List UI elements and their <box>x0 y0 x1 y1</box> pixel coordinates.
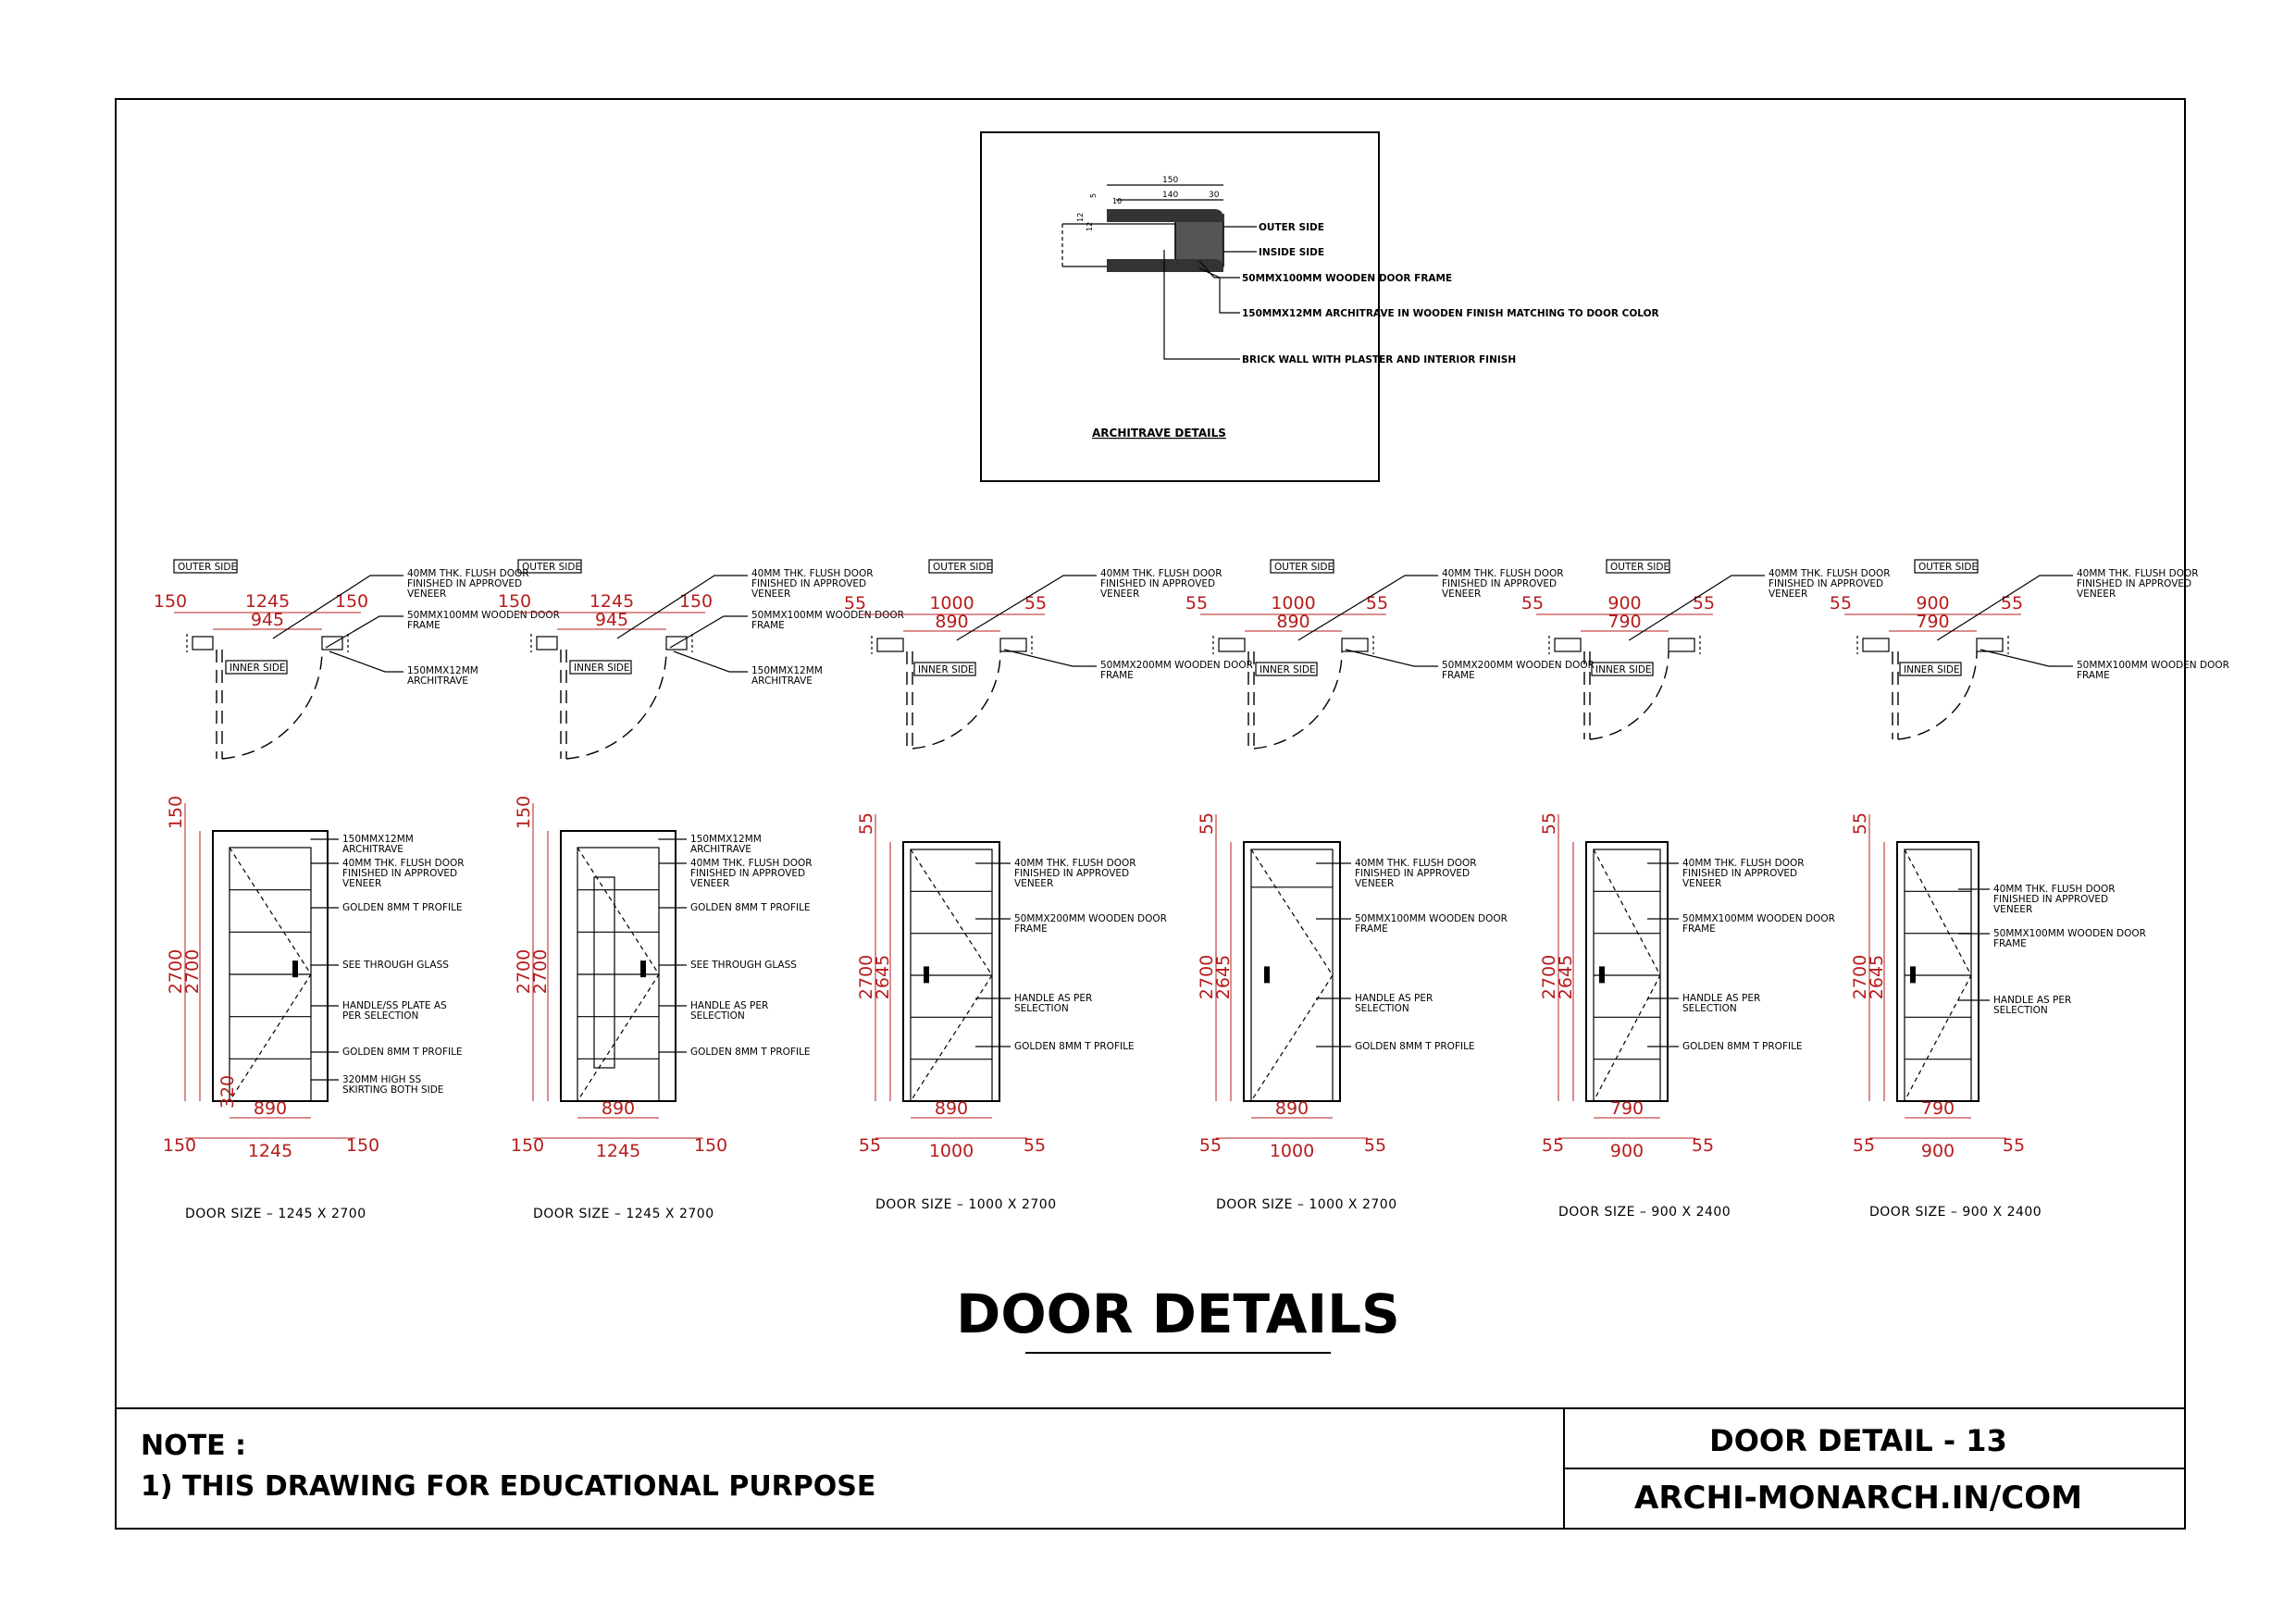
dim-height-clear: 2700 <box>530 948 551 995</box>
elev-note <box>1014 858 1136 889</box>
door-plan-6 <box>1830 560 2229 739</box>
door-size-caption: DOOR SIZE – 900 X 2400 <box>1558 1205 1731 1220</box>
label-door-frame: 50MMX100MM WOODEN DOOR FRAME <box>1242 273 1453 284</box>
note-door-leaf-line: FINISHED IN APPROVED <box>2077 578 2192 589</box>
dim-right: 55 <box>1365 593 1389 613</box>
elev-note-line: 40MM THK. FLUSH DOOR <box>1993 884 2116 895</box>
dim-overall-width: 900 <box>1609 1141 1644 1161</box>
dim-right: 55 <box>2002 1135 2026 1156</box>
outer-side-label: OUTER SIDE <box>178 562 238 573</box>
elev-note-line: SELECTION <box>1355 1003 1409 1014</box>
elev-note <box>1682 1041 1803 1052</box>
outer-side-label: OUTER SIDE <box>1274 562 1334 573</box>
elev-note <box>690 1000 768 1022</box>
dim-text: 140 <box>1162 191 1179 200</box>
elev-note-line: GOLDEN 8MM T PROFILE <box>342 902 463 913</box>
dim-height-overall: 2700 <box>514 948 534 995</box>
dim-overall: 1000 <box>929 593 974 613</box>
dim-clear-width: 890 <box>1274 1098 1309 1119</box>
elev-note-line: HANDLE AS PER <box>1014 993 1093 1004</box>
dim-top: 150 <box>514 795 534 830</box>
leader-line <box>326 616 403 648</box>
architrave-outer <box>1107 209 1223 222</box>
elev-note-line: SEE THROUGH GLASS <box>342 960 449 971</box>
door-frame-outline <box>903 842 999 1101</box>
note-frame-line: FRAME <box>751 620 785 631</box>
elev-note-line: ARCHITRAVE <box>690 844 751 855</box>
elev-note <box>1993 995 2071 1016</box>
note-frame-line: FRAME <box>1100 670 1134 681</box>
door-plan-4 <box>1185 560 1595 749</box>
dim-height-clear: 2645 <box>1213 954 1234 1000</box>
dim-overall-width: 900 <box>1920 1141 1955 1161</box>
label-inside-side: INSIDE SIDE <box>1259 247 1325 258</box>
elev-note-line: SEE THROUGH GLASS <box>690 960 797 971</box>
elev-note-line: SELECTION <box>1993 1005 2048 1016</box>
note-frame <box>1100 660 1253 681</box>
note-door-leaf-line: 40MM THK. FLUSH DOOR <box>1442 568 1564 579</box>
elev-note-line: 40MM THK. FLUSH DOOR <box>690 858 813 869</box>
elev-note-line: 50MMX100MM WOODEN DOOR <box>1355 913 1508 924</box>
note-architrave-line: ARCHITRAVE <box>751 675 813 687</box>
wall-left <box>1555 638 1581 651</box>
door-size-caption: DOOR SIZE – 1000 X 2700 <box>1216 1197 1397 1212</box>
dim-height-overall: 2700 <box>856 954 876 1000</box>
wall-left <box>877 638 903 651</box>
note-door-leaf-line: VENEER <box>1442 588 1482 600</box>
inner-side-label: INNER SIDE <box>1260 664 1316 675</box>
elev-note <box>1355 993 1433 1014</box>
leader-line <box>1346 650 1438 666</box>
door-size-caption: DOOR SIZE – 900 X 2400 <box>1869 1205 2042 1220</box>
dim-overall: 1000 <box>1271 593 1316 613</box>
outer-side-label: OUTER SIDE <box>522 562 582 573</box>
wall-left <box>537 637 557 650</box>
label-architrave: 150MMX12MM ARCHITRAVE IN WOODEN FINISH MATCHING TO DOOR COLOR <box>1242 308 1659 319</box>
elev-note-line: VENEER <box>1355 878 1395 889</box>
elev-note <box>690 960 797 971</box>
elev-note-line: 50MMX100MM WOODEN DOOR <box>1993 928 2146 939</box>
dim-left: 150 <box>510 1135 545 1156</box>
elev-note-line: ARCHITRAVE <box>342 844 403 855</box>
elev-note-line: VENEER <box>342 878 382 889</box>
elev-note <box>342 858 465 889</box>
wall-left <box>1219 638 1245 651</box>
door-size-caption: DOOR SIZE – 1245 X 2700 <box>533 1207 714 1221</box>
dim-top: 55 <box>1539 812 1559 836</box>
elev-note-line: SELECTION <box>690 1010 745 1022</box>
dim-left: 150 <box>497 591 532 612</box>
dim-text: 30 <box>1209 191 1220 200</box>
glass-strip <box>594 877 614 1068</box>
door-elevation-6 <box>1850 812 2146 1220</box>
outer-side-label: OUTER SIDE <box>933 562 993 573</box>
elev-note-line: 40MM THK. FLUSH DOOR <box>1355 858 1477 869</box>
dim-right: 150 <box>693 1135 728 1156</box>
elev-note-line: 320MM HIGH SS <box>342 1074 422 1085</box>
elev-note-line: GOLDEN 8MM T PROFILE <box>690 1047 811 1058</box>
dim-clear: 890 <box>1276 612 1310 632</box>
elev-note-line: 50MMX100MM WOODEN DOOR <box>1682 913 1835 924</box>
elev-note <box>1355 1041 1475 1052</box>
dim-text: 150 <box>1162 176 1179 185</box>
leader-line <box>670 616 748 648</box>
door-elevation-4 <box>1197 812 1508 1212</box>
dim-clear-width: 890 <box>601 1098 636 1119</box>
dim-left: 55 <box>1829 593 1853 613</box>
architrave-detail <box>981 132 1659 481</box>
dim-clear: 890 <box>935 612 969 632</box>
elev-note-line: VENEER <box>690 878 730 889</box>
door-elevation-5 <box>1539 812 1835 1220</box>
note-architrave-line: ARCHITRAVE <box>407 675 468 687</box>
elev-note <box>690 1047 811 1058</box>
elev-note-line: FRAME <box>1682 923 1716 935</box>
note-frame-line: 50MMX100MM WOODEN DOOR <box>407 610 560 621</box>
note-frame-line: FRAME <box>2077 670 2110 681</box>
dim-height-overall: 2700 <box>166 948 186 995</box>
title-block <box>116 1408 2185 1529</box>
door-frame-outline <box>213 831 328 1101</box>
dim-height-overall: 2700 <box>1850 954 1870 1000</box>
dim-right: 55 <box>1691 1135 1715 1156</box>
dim-left: 55 <box>1520 593 1545 613</box>
elev-note <box>1014 1041 1135 1052</box>
elev-note-line: PER SELECTION <box>342 1010 419 1022</box>
note-door-leaf <box>2077 568 2199 600</box>
door-frame-outline <box>1244 842 1340 1101</box>
elev-note-line: SELECTION <box>1682 1003 1737 1014</box>
door-frame-outline <box>1586 842 1668 1101</box>
elev-note <box>342 960 449 971</box>
elev-note-line: VENEER <box>1993 904 2033 915</box>
note-frame-line: FRAME <box>407 620 441 631</box>
inner-side-label: INNER SIDE <box>1595 664 1652 675</box>
dim-top: 150 <box>166 795 186 830</box>
dim-overall-width: 1000 <box>928 1141 974 1161</box>
handle-icon <box>640 960 646 977</box>
dim-height-clear: 2645 <box>1867 954 1887 1000</box>
handle-icon <box>292 960 298 977</box>
dim-clear: 790 <box>1607 612 1642 632</box>
dim-clear: 945 <box>250 610 285 630</box>
elev-note-line: SELECTION <box>1014 1003 1069 1014</box>
note-heading: NOTE : <box>141 1430 247 1462</box>
dim-left: 55 <box>1541 1135 1565 1156</box>
elev-note <box>1355 858 1477 889</box>
dim-height-overall: 2700 <box>1539 954 1559 1000</box>
note-door-leaf-line: VENEER <box>751 588 791 600</box>
handle-icon <box>1264 966 1270 983</box>
note-door-leaf <box>1442 568 1564 600</box>
dim-left: 55 <box>1198 1135 1222 1156</box>
door-plan-3 <box>844 560 1253 749</box>
dim-right: 55 <box>2000 593 2024 613</box>
label-brick-wall: BRICK WALL WITH PLASTER AND INTERIOR FINISH <box>1242 354 1517 365</box>
wall-left <box>1863 638 1889 651</box>
door-elevation-3 <box>856 812 1167 1212</box>
elev-note-line: VENEER <box>1682 878 1722 889</box>
note-door-leaf-line: VENEER <box>407 588 447 600</box>
elev-note-line: HANDLE/SS PLATE AS <box>342 1000 447 1011</box>
note-frame-line: FRAME <box>1442 670 1475 681</box>
note-door-leaf-line: FINISHED IN APPROVED <box>1100 578 1216 589</box>
elev-note <box>1014 993 1092 1014</box>
door-frame-outline <box>1897 842 1979 1101</box>
door-elevation-1 <box>163 796 465 1221</box>
dim-overall-width: 1245 <box>595 1141 641 1161</box>
note-frame <box>1442 660 1595 681</box>
elev-note-line: HANDLE AS PER <box>1993 995 2072 1006</box>
elev-note-line: GOLDEN 8MM T PROFILE <box>1682 1041 1803 1052</box>
elev-note <box>690 858 813 889</box>
door-frame-section <box>1175 215 1223 266</box>
wall-right <box>322 637 342 650</box>
door-elevation-2 <box>511 796 813 1221</box>
handle-icon <box>1910 966 1916 983</box>
note-frame-line: 50MMX100MM WOODEN DOOR <box>2077 660 2229 671</box>
dim-clear-width: 790 <box>1609 1098 1644 1119</box>
dim-overall-width: 1245 <box>247 1141 293 1161</box>
elev-note <box>690 834 762 855</box>
dim-right: 55 <box>1024 593 1048 613</box>
handle-icon <box>924 966 929 983</box>
note-door-leaf-line: VENEER <box>1769 588 1808 600</box>
elev-note-line: FINISHED IN APPROVED <box>1355 868 1471 879</box>
door-plan-1 <box>154 560 560 759</box>
elev-note-line: FRAME <box>1993 938 2027 949</box>
dim-overall: 900 <box>1916 593 1950 613</box>
note-door-leaf-line: FINISHED IN APPROVED <box>1769 578 1884 589</box>
elev-note-line: FINISHED IN APPROVED <box>1682 868 1798 879</box>
elev-note-line: FINISHED IN APPROVED <box>1014 868 1130 879</box>
note-architrave <box>407 665 478 687</box>
dim-left: 150 <box>162 1135 197 1156</box>
elev-note-line: HANDLE AS PER <box>1682 993 1761 1004</box>
note-door-leaf-line: 40MM THK. FLUSH DOOR <box>1100 568 1222 579</box>
inner-side-label: INNER SIDE <box>230 663 286 674</box>
door-size-caption: DOOR SIZE – 1245 X 2700 <box>185 1207 366 1221</box>
label-outer-side: OUTER SIDE <box>1259 222 1324 233</box>
note-architrave <box>751 665 823 687</box>
dim-text: 5 <box>1089 192 1098 198</box>
dim-skirting: 320 <box>217 1074 238 1109</box>
note-door-leaf-line: 40MM THK. FLUSH DOOR <box>751 568 874 579</box>
dim-left: 55 <box>858 1135 882 1156</box>
leader-line <box>1199 268 1240 313</box>
note-door-leaf-line: 40MM THK. FLUSH DOOR <box>2077 568 2199 579</box>
dim-top: 55 <box>856 812 876 836</box>
dim-overall: 1245 <box>589 591 635 612</box>
elev-note-line: 40MM THK. FLUSH DOOR <box>1682 858 1805 869</box>
dim-clear-width: 890 <box>253 1098 288 1119</box>
outer-side-label: OUTER SIDE <box>1610 562 1670 573</box>
note-frame <box>751 610 904 631</box>
note-door-leaf-line: 40MM THK. FLUSH DOOR <box>407 568 529 579</box>
inner-side-label: INNER SIDE <box>574 663 630 674</box>
dim-left: 150 <box>153 591 188 612</box>
elev-note-line: VENEER <box>1014 878 1054 889</box>
wall-right <box>1669 638 1694 651</box>
wall-right <box>666 637 687 650</box>
inner-side-label: INNER SIDE <box>918 664 974 675</box>
dim-right: 150 <box>334 591 369 612</box>
inner-side-label: INNER SIDE <box>1904 664 1960 675</box>
handle-icon <box>1599 966 1605 983</box>
note-frame-line: 50MMX200MM WOODEN DOOR <box>1100 660 1253 671</box>
note-frame-line: 50MMX200MM WOODEN DOOR <box>1442 660 1595 671</box>
dim-top: 55 <box>1850 812 1870 836</box>
elev-note-line: FRAME <box>1014 923 1048 935</box>
elev-note-line: 40MM THK. FLUSH DOOR <box>1014 858 1136 869</box>
dim-top: 55 <box>1197 812 1217 836</box>
dim-text: 10 <box>1112 197 1123 205</box>
elev-note-line: GOLDEN 8MM T PROFILE <box>690 902 811 913</box>
leader-line <box>329 651 403 672</box>
door-size-caption: DOOR SIZE – 1000 X 2700 <box>875 1197 1057 1212</box>
elev-note-line: FINISHED IN APPROVED <box>690 868 806 879</box>
elev-note <box>1014 913 1167 935</box>
elev-note <box>342 834 414 855</box>
note-frame-line: 50MMX100MM WOODEN DOOR <box>751 610 904 621</box>
architrave-inner <box>1107 259 1223 272</box>
dim-height-clear: 2645 <box>1556 954 1576 1000</box>
dim-right: 55 <box>1363 1135 1387 1156</box>
website: ARCHI-MONARCH.IN/COM <box>1634 1480 2082 1517</box>
note-door-leaf-line: FINISHED IN APPROVED <box>1442 578 1558 589</box>
elev-note-line: HANDLE AS PER <box>690 1000 769 1011</box>
dim-overall-width: 1000 <box>1269 1141 1315 1161</box>
elev-note <box>1682 993 1760 1014</box>
elev-note <box>342 902 463 913</box>
elev-note-line: 40MM THK. FLUSH DOOR <box>342 858 465 869</box>
note-frame <box>2077 660 2229 681</box>
dim-right: 150 <box>678 591 714 612</box>
note-door-leaf-line: VENEER <box>2077 588 2116 600</box>
outer-side-label: OUTER SIDE <box>1918 562 1979 573</box>
dim-left: 55 <box>843 593 867 613</box>
architrave-title: ARCHITRAVE DETAILS <box>1092 427 1226 440</box>
note-door-leaf-line: 40MM THK. FLUSH DOOR <box>1769 568 1891 579</box>
main-title: DOOR DETAILS <box>956 1282 1400 1345</box>
elev-note <box>342 1074 443 1096</box>
elev-note-line: FINISHED IN APPROVED <box>1993 894 2109 905</box>
elev-note-line: 50MMX200MM WOODEN DOOR <box>1014 913 1167 924</box>
dim-left: 55 <box>1852 1135 1876 1156</box>
elev-note-line: GOLDEN 8MM T PROFILE <box>1014 1041 1135 1052</box>
dim-height-clear: 2700 <box>182 948 203 995</box>
dim-overall: 900 <box>1607 593 1642 613</box>
dim-clear: 790 <box>1916 612 1950 632</box>
leader-line <box>1980 650 2073 666</box>
elev-note-line: HANDLE AS PER <box>1355 993 1433 1004</box>
wall-left <box>192 637 213 650</box>
dim-right: 150 <box>345 1135 380 1156</box>
door-plan-5 <box>1521 560 1891 739</box>
elev-note-line: 150MMX12MM <box>690 834 762 845</box>
leader-line <box>674 651 748 672</box>
note-door-leaf-line: FINISHED IN APPROVED <box>407 578 523 589</box>
elev-note <box>1682 858 1805 889</box>
elev-note <box>690 902 811 913</box>
dim-clear: 945 <box>594 610 629 630</box>
elev-note-line: FINISHED IN APPROVED <box>342 868 458 879</box>
elev-note <box>1993 928 2146 949</box>
dim-height-overall: 2700 <box>1197 954 1217 1000</box>
elev-note-line: SKIRTING BOTH SIDE <box>342 1084 444 1096</box>
elev-note <box>342 1047 463 1058</box>
elev-note-line: GOLDEN 8MM T PROFILE <box>1355 1041 1475 1052</box>
dim-text: 12 <box>1076 212 1085 222</box>
elev-note-line: 150MMX12MM <box>342 834 414 845</box>
elev-note <box>1355 913 1508 935</box>
dim-height-clear: 2645 <box>873 954 893 1000</box>
elev-note <box>1993 884 2116 915</box>
elev-note <box>1682 913 1835 935</box>
dim-right: 55 <box>1023 1135 1047 1156</box>
door-plan-2 <box>498 560 904 759</box>
note-door-leaf-line: FINISHED IN APPROVED <box>751 578 867 589</box>
dim-clear-width: 790 <box>1920 1098 1955 1119</box>
dim-left: 55 <box>1185 593 1209 613</box>
door-plans <box>154 560 2229 759</box>
elev-note-line: GOLDEN 8MM T PROFILE <box>342 1047 463 1058</box>
note-line-1: 1) THIS DRAWING FOR EDUCATIONAL PURPOSE <box>141 1470 876 1503</box>
elev-note-line: FRAME <box>1355 923 1388 935</box>
dim-right: 55 <box>1692 593 1716 613</box>
dim-overall: 1245 <box>244 591 291 612</box>
sheet-title: DOOR DETAIL - 13 <box>1709 1423 2007 1458</box>
note-architrave-line: 150MMX12MM <box>751 665 823 676</box>
note-door-leaf-line: VENEER <box>1100 588 1140 600</box>
note-architrave-line: 150MMX12MM <box>407 665 478 676</box>
leader-line <box>1004 650 1097 666</box>
elev-note <box>342 1000 447 1022</box>
dim-clear-width: 890 <box>934 1098 969 1119</box>
dim-text: 12 <box>1086 221 1094 231</box>
door-elevations <box>163 796 2146 1221</box>
